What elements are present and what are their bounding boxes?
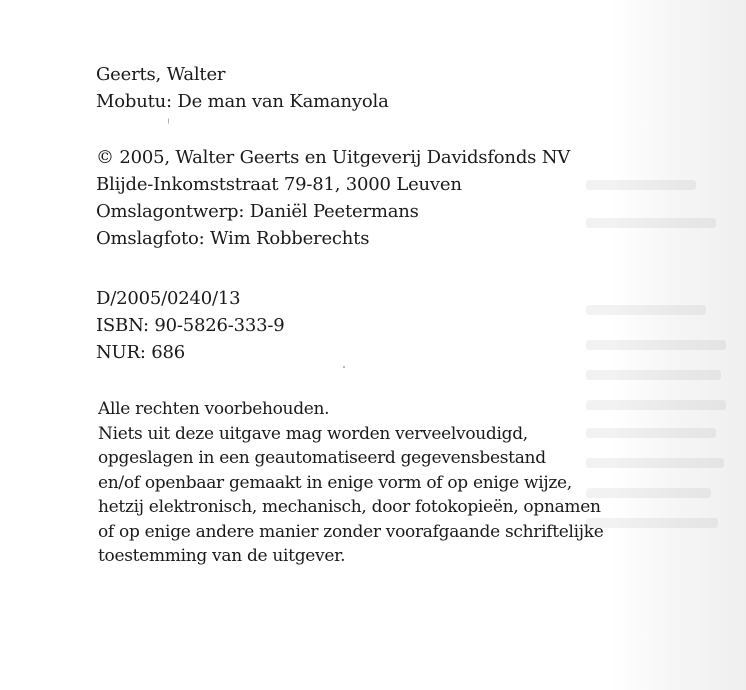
bleed-line — [586, 218, 716, 228]
copyright-line: © 2005, Walter Geerts en Uitgeverij Davidsfonds NV — [96, 147, 571, 168]
rights-line: Alle rechten voorbehouden. — [98, 399, 330, 419]
rights-line: of op enige andere manier zonder voorafgaande schriftelijke — [98, 521, 604, 542]
rights-notice-block — [98, 397, 604, 569]
catalog-codes-block — [96, 285, 285, 366]
rights-line: opgeslagen in een geautomatiseerd gegevensbestand — [98, 448, 546, 468]
publisher-address: Blijde-Inkomststraat 79-81, 3000 Leuven — [96, 174, 462, 195]
nur-code: NUR: 686 — [96, 342, 186, 363]
bleed-line — [586, 180, 696, 190]
rights-line: en/of openbaar gemaakt in enige vorm of op enige wijze, — [98, 472, 572, 493]
paper-speck — [168, 118, 169, 124]
cover-photo-credit: Omslagfoto: Wim Robberechts — [96, 228, 370, 249]
copyright-block — [96, 144, 570, 252]
show-through-bleed — [576, 100, 746, 690]
paper-speck — [343, 366, 345, 368]
bleed-line — [586, 305, 706, 315]
bleed-line — [586, 370, 721, 380]
author-block — [96, 61, 389, 115]
rights-line: toestemming van de uitgever. — [98, 546, 346, 566]
bleed-line — [586, 400, 726, 410]
bleed-line — [586, 488, 711, 498]
isbn-number: ISBN: 90-5826-333-9 — [96, 315, 285, 336]
bleed-line — [586, 518, 718, 528]
legal-deposit-number: D/2005/0240/13 — [96, 288, 241, 309]
author-name: Geerts, Walter — [96, 64, 226, 85]
rights-line: hetzij elektronisch, mechanisch, door fotokopieën, opnamen — [98, 497, 601, 517]
book-title: Mobutu: De man van Kamanyola — [96, 91, 389, 112]
bleed-line — [586, 340, 726, 350]
bleed-line — [586, 428, 716, 438]
cover-design-credit: Omslagontwerp: Daniël Peetermans — [96, 201, 419, 222]
bleed-line — [586, 458, 724, 468]
rights-line: Niets uit deze uitgave mag worden verveelvoudigd, — [98, 423, 528, 444]
